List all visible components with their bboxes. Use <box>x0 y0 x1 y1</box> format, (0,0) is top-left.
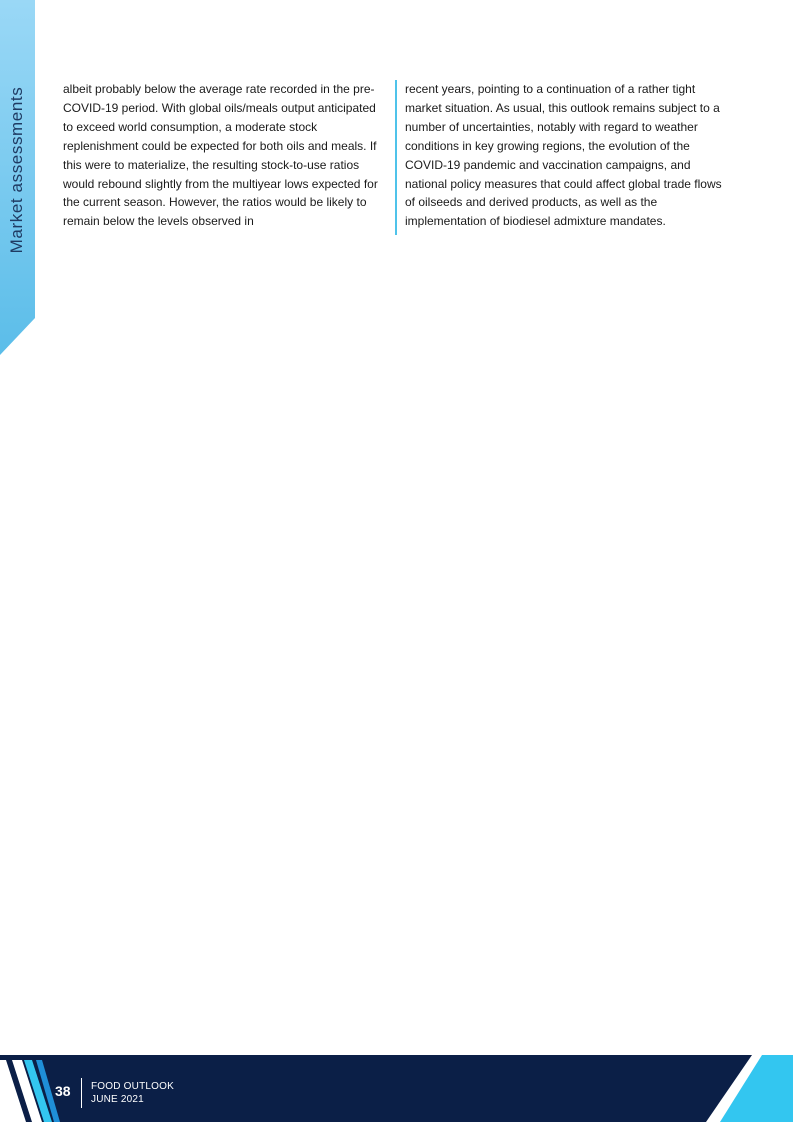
column-divider <box>395 80 397 235</box>
section-label <box>2 80 32 260</box>
body-column-left <box>63 80 381 231</box>
body-paragraph-right: recent years, pointing to a continuation of a rather tight market situation. As usual, this outlook remains subject to a number of uncertainties, notably with regard to weather conditions in key growing regions, the evolution of the COVID-19 pandemic and vaccination campaigns, and national policy measures that could affect global trade flows of oilseeds and derived products, as well as the implementation of biodiesel admixture mandates. <box>405 82 722 229</box>
publication-title: FOOD OUTLOOK <box>91 1081 174 1092</box>
page-number: 38 <box>55 1083 71 1099</box>
footer-divider <box>81 1078 82 1108</box>
publication-date: JUNE 2021 <box>91 1094 144 1105</box>
publication-info <box>91 1080 174 1106</box>
body-column-right <box>405 80 730 231</box>
section-label-text: Market assessments <box>7 86 26 254</box>
body-paragraph-left: albeit probably below the average rate recorded in the pre-COVID-19 period. With global oils/meals output anticipated to exceed world consumption, a moderate stock replenishment could be expected for both oils and meals. If this were to materialize, the resulting stock-to-use ratios would rebound slightly from the multiyear lows expected for the current season. However, the ratios would be likely to remain below the levels observed in <box>63 82 378 229</box>
